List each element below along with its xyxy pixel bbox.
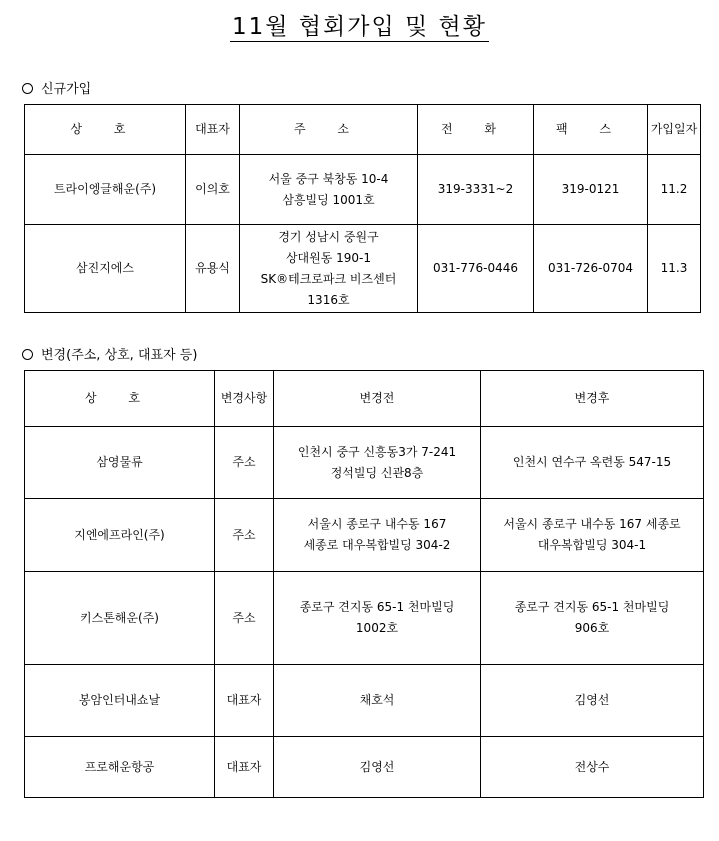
cell-after <box>481 572 704 665</box>
new-members-heading <box>22 78 91 97</box>
table-header-row <box>25 371 704 427</box>
header-tel: 전 화 <box>418 105 534 155</box>
address-line: 경기 성남시 중원구 <box>278 229 379 244</box>
cell-name: 삼진지에스 <box>25 225 186 313</box>
new-members-table <box>24 104 701 313</box>
before-line: 세종로 대우복합빌딩 304-2 <box>303 538 451 552</box>
cell-before <box>274 499 481 572</box>
cell-address <box>240 155 418 225</box>
after-line: 대우복합빌딩 304-1 <box>537 538 647 552</box>
before-line: 정석빌딩 신관8층 <box>330 465 424 480</box>
new-members-heading-text: 신규가입 <box>41 82 92 97</box>
after-line: 906호 <box>574 621 610 635</box>
cell-after: 김영선 <box>481 665 704 737</box>
table-row <box>25 737 704 798</box>
document-title <box>0 8 719 41</box>
cell-before: 김영선 <box>274 737 481 798</box>
address-line: 삼흥빌딩 1001호 <box>282 192 375 207</box>
cell-name: 키스톤해운(주) <box>25 572 215 665</box>
table-row <box>25 225 701 313</box>
after-line: 인천시 연수구 옥련동 547-15 <box>512 455 672 469</box>
address-line: SK®테크로파크 비즈센터 <box>260 271 397 286</box>
address-line: 상대원동 190-1 <box>285 250 372 265</box>
cell-before <box>274 572 481 665</box>
table-row <box>25 155 701 225</box>
cell-change-type: 주소 <box>215 427 274 499</box>
cell-after: 전상수 <box>481 737 704 798</box>
cell-after <box>481 427 704 499</box>
address-line: 서울 중구 북창동 10-4 <box>268 171 389 186</box>
after-line: 서울시 종로구 내수동 167 세종로 <box>503 517 681 531</box>
header-name: 상 호 <box>25 105 186 155</box>
header-change-type: 변경사항 <box>215 371 274 427</box>
header-join-date: 가입일자 <box>648 105 701 155</box>
changes-table <box>24 370 704 798</box>
changes-heading <box>22 344 197 363</box>
table-row <box>25 499 704 572</box>
header-name: 상 호 <box>25 371 215 427</box>
changes-heading-text: 변경(주소, 상호, 대표자 등) <box>41 348 198 363</box>
cell-before <box>274 427 481 499</box>
title-text: 11월 협회가입 및 현황 <box>232 14 487 40</box>
cell-change-type: 대표자 <box>215 665 274 737</box>
cell-change-type: 대표자 <box>215 737 274 798</box>
cell-rep: 유용식 <box>186 225 240 313</box>
header-address: 주 소 <box>240 105 418 155</box>
cell-name: 지엔에프라인(주) <box>25 499 215 572</box>
cell-after <box>481 499 704 572</box>
cell-name: 삼영물류 <box>25 427 215 499</box>
before-line: 종로구 견지동 65-1 천마빌딩 <box>299 600 455 614</box>
cell-date: 11.3 <box>648 225 701 313</box>
table-row <box>25 427 704 499</box>
cell-before: 채호석 <box>274 665 481 737</box>
table-row <box>25 572 704 665</box>
cell-fax: 031-726-0704 <box>534 225 648 313</box>
before-line: 서울시 종로구 내수동 167 <box>307 517 447 531</box>
cell-address <box>240 225 418 313</box>
circle-bullet-icon <box>22 349 33 360</box>
cell-name: 트라이엥글해운(주) <box>25 155 186 225</box>
before-line: 인천시 중구 신흥동3가 7-241 <box>297 444 457 459</box>
header-after: 변경후 <box>481 371 704 427</box>
cell-rep: 이의호 <box>186 155 240 225</box>
cell-name: 봉암인터내쇼날 <box>25 665 215 737</box>
header-rep: 대표자 <box>186 105 240 155</box>
after-line: 종로구 견지동 65-1 천마빌딩 <box>514 600 670 614</box>
circle-bullet-icon <box>22 83 33 94</box>
cell-change-type: 주소 <box>215 572 274 665</box>
before-line: 1002호 <box>355 621 399 635</box>
header-before: 변경전 <box>274 371 481 427</box>
cell-name: 프로해운항공 <box>25 737 215 798</box>
cell-tel: 031-776-0446 <box>418 225 534 313</box>
table-header-row <box>25 105 701 155</box>
address-line: 1316호 <box>307 292 350 307</box>
cell-fax: 319-0121 <box>534 155 648 225</box>
cell-change-type: 주소 <box>215 499 274 572</box>
cell-tel: 319-3331~2 <box>418 155 534 225</box>
cell-date: 11.2 <box>648 155 701 225</box>
header-fax: 팩 스 <box>534 105 648 155</box>
table-row <box>25 665 704 737</box>
